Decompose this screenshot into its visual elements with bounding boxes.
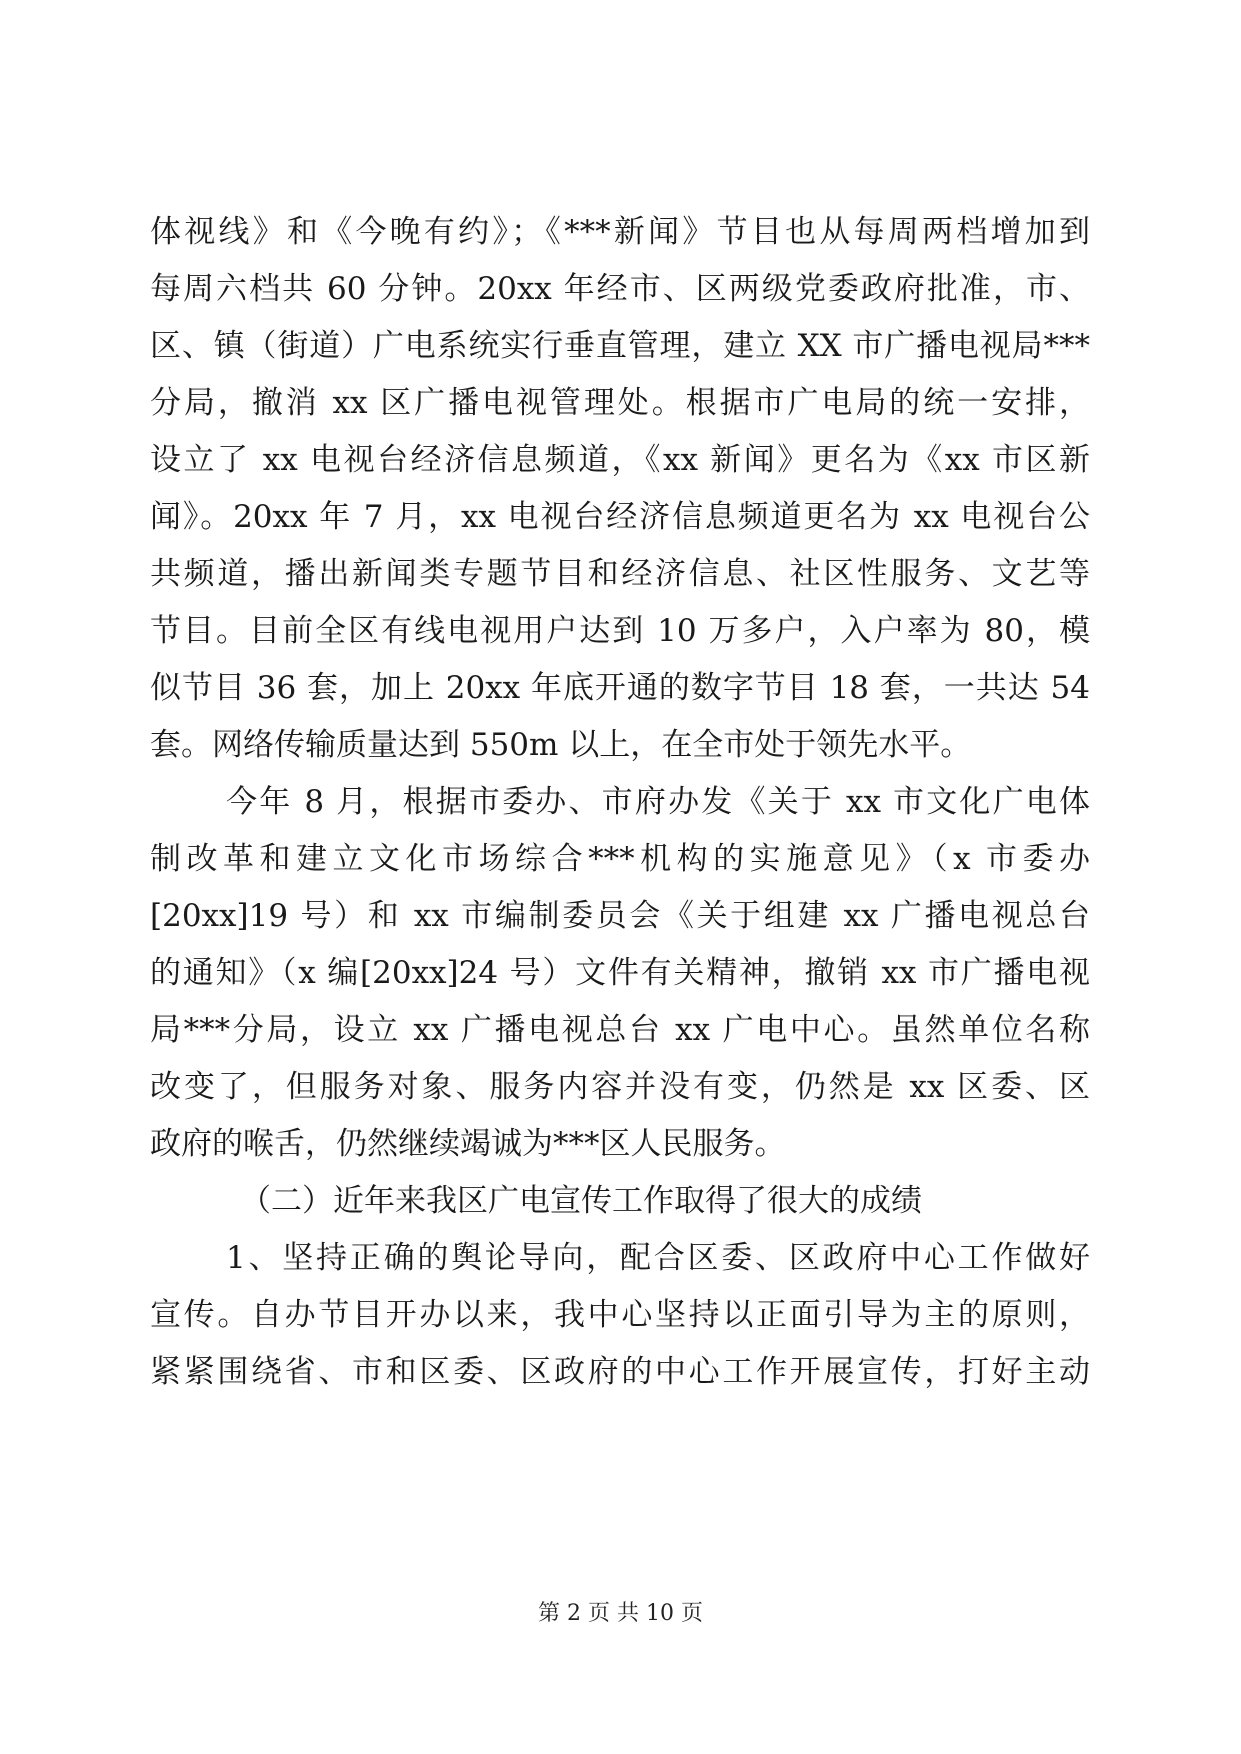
body-line: 似节目 36 套，加上 20xx 年底开通的数字节目 18 套，一共达 54 (150, 670, 1090, 706)
body-line: 体视线》和《今晚有约》；《***新闻》节目也从每周两档增加到 (150, 214, 1090, 250)
body-line: 套。网络传输质量达到 550m 以上，在全市处于领先水平。 (150, 727, 972, 763)
body-line: 闻》。20xx 年 7 月，xx 电视台经济信息频道更名为 xx 电视台公 (150, 499, 1090, 535)
body-line: 每周六档共 60 分钟。20xx 年经市、区两级党委政府批准，市、 (150, 271, 1090, 307)
body-line: 区、镇（街道）广电系统实行垂直管理，建立 XX 市广播电视局*** (150, 328, 1090, 364)
body-line: 政府的喉舌，仍然继续竭诚为***区人民服务。 (150, 1126, 786, 1162)
body-line: 宣传。自办节目开办以来，我中心坚持以正面引导为主的原则， (150, 1297, 1090, 1333)
body-line: 的通知》（x 编[20xx]24 号）文件有关精神，撤销 xx 市广播电视 (150, 955, 1090, 991)
section-heading: （二）近年来我区广电宣传工作取得了很大的成绩 (240, 1183, 922, 1219)
body-line: 制改革和建立文化市场综合***机构的实施意见》（x 市委办 (150, 841, 1090, 877)
body-line: 局***分局，设立 xx 广播电视总台 xx 广电中心。虽然单位名称 (150, 1012, 1090, 1048)
body-line: 改变了，但服务对象、服务内容并没有变，仍然是 xx 区委、区 (150, 1069, 1090, 1105)
body-line: [20xx]19 号）和 xx 市编制委员会《关于组建 xx 广播电视总台 (150, 898, 1090, 934)
body-line: 共频道，播出新闻类专题节目和经济信息、社区性服务、文艺等 (150, 556, 1090, 592)
body-line: 紧紧围绕省、市和区委、区政府的中心工作开展宣传，打好主动 (150, 1354, 1090, 1390)
body-line: 设立了 xx 电视台经济信息频道，《xx 新闻》更名为《xx 市区新 (150, 442, 1090, 478)
body-line: 节目。目前全区有线电视用户达到 10 万多户，入户率为 80，模 (150, 613, 1090, 649)
body-line: 今年 8 月，根据市委办、市府办发《关于 xx 市文化广电体 (226, 784, 1090, 820)
body-line: 1、坚持正确的舆论导向，配合区委、区政府中心工作做好 (226, 1240, 1090, 1276)
page-number-footer: 第 2 页 共 10 页 (538, 1601, 703, 1626)
body-line: 分局，撤消 xx 区广播电视管理处。根据市广电局的统一安排， (150, 385, 1090, 421)
